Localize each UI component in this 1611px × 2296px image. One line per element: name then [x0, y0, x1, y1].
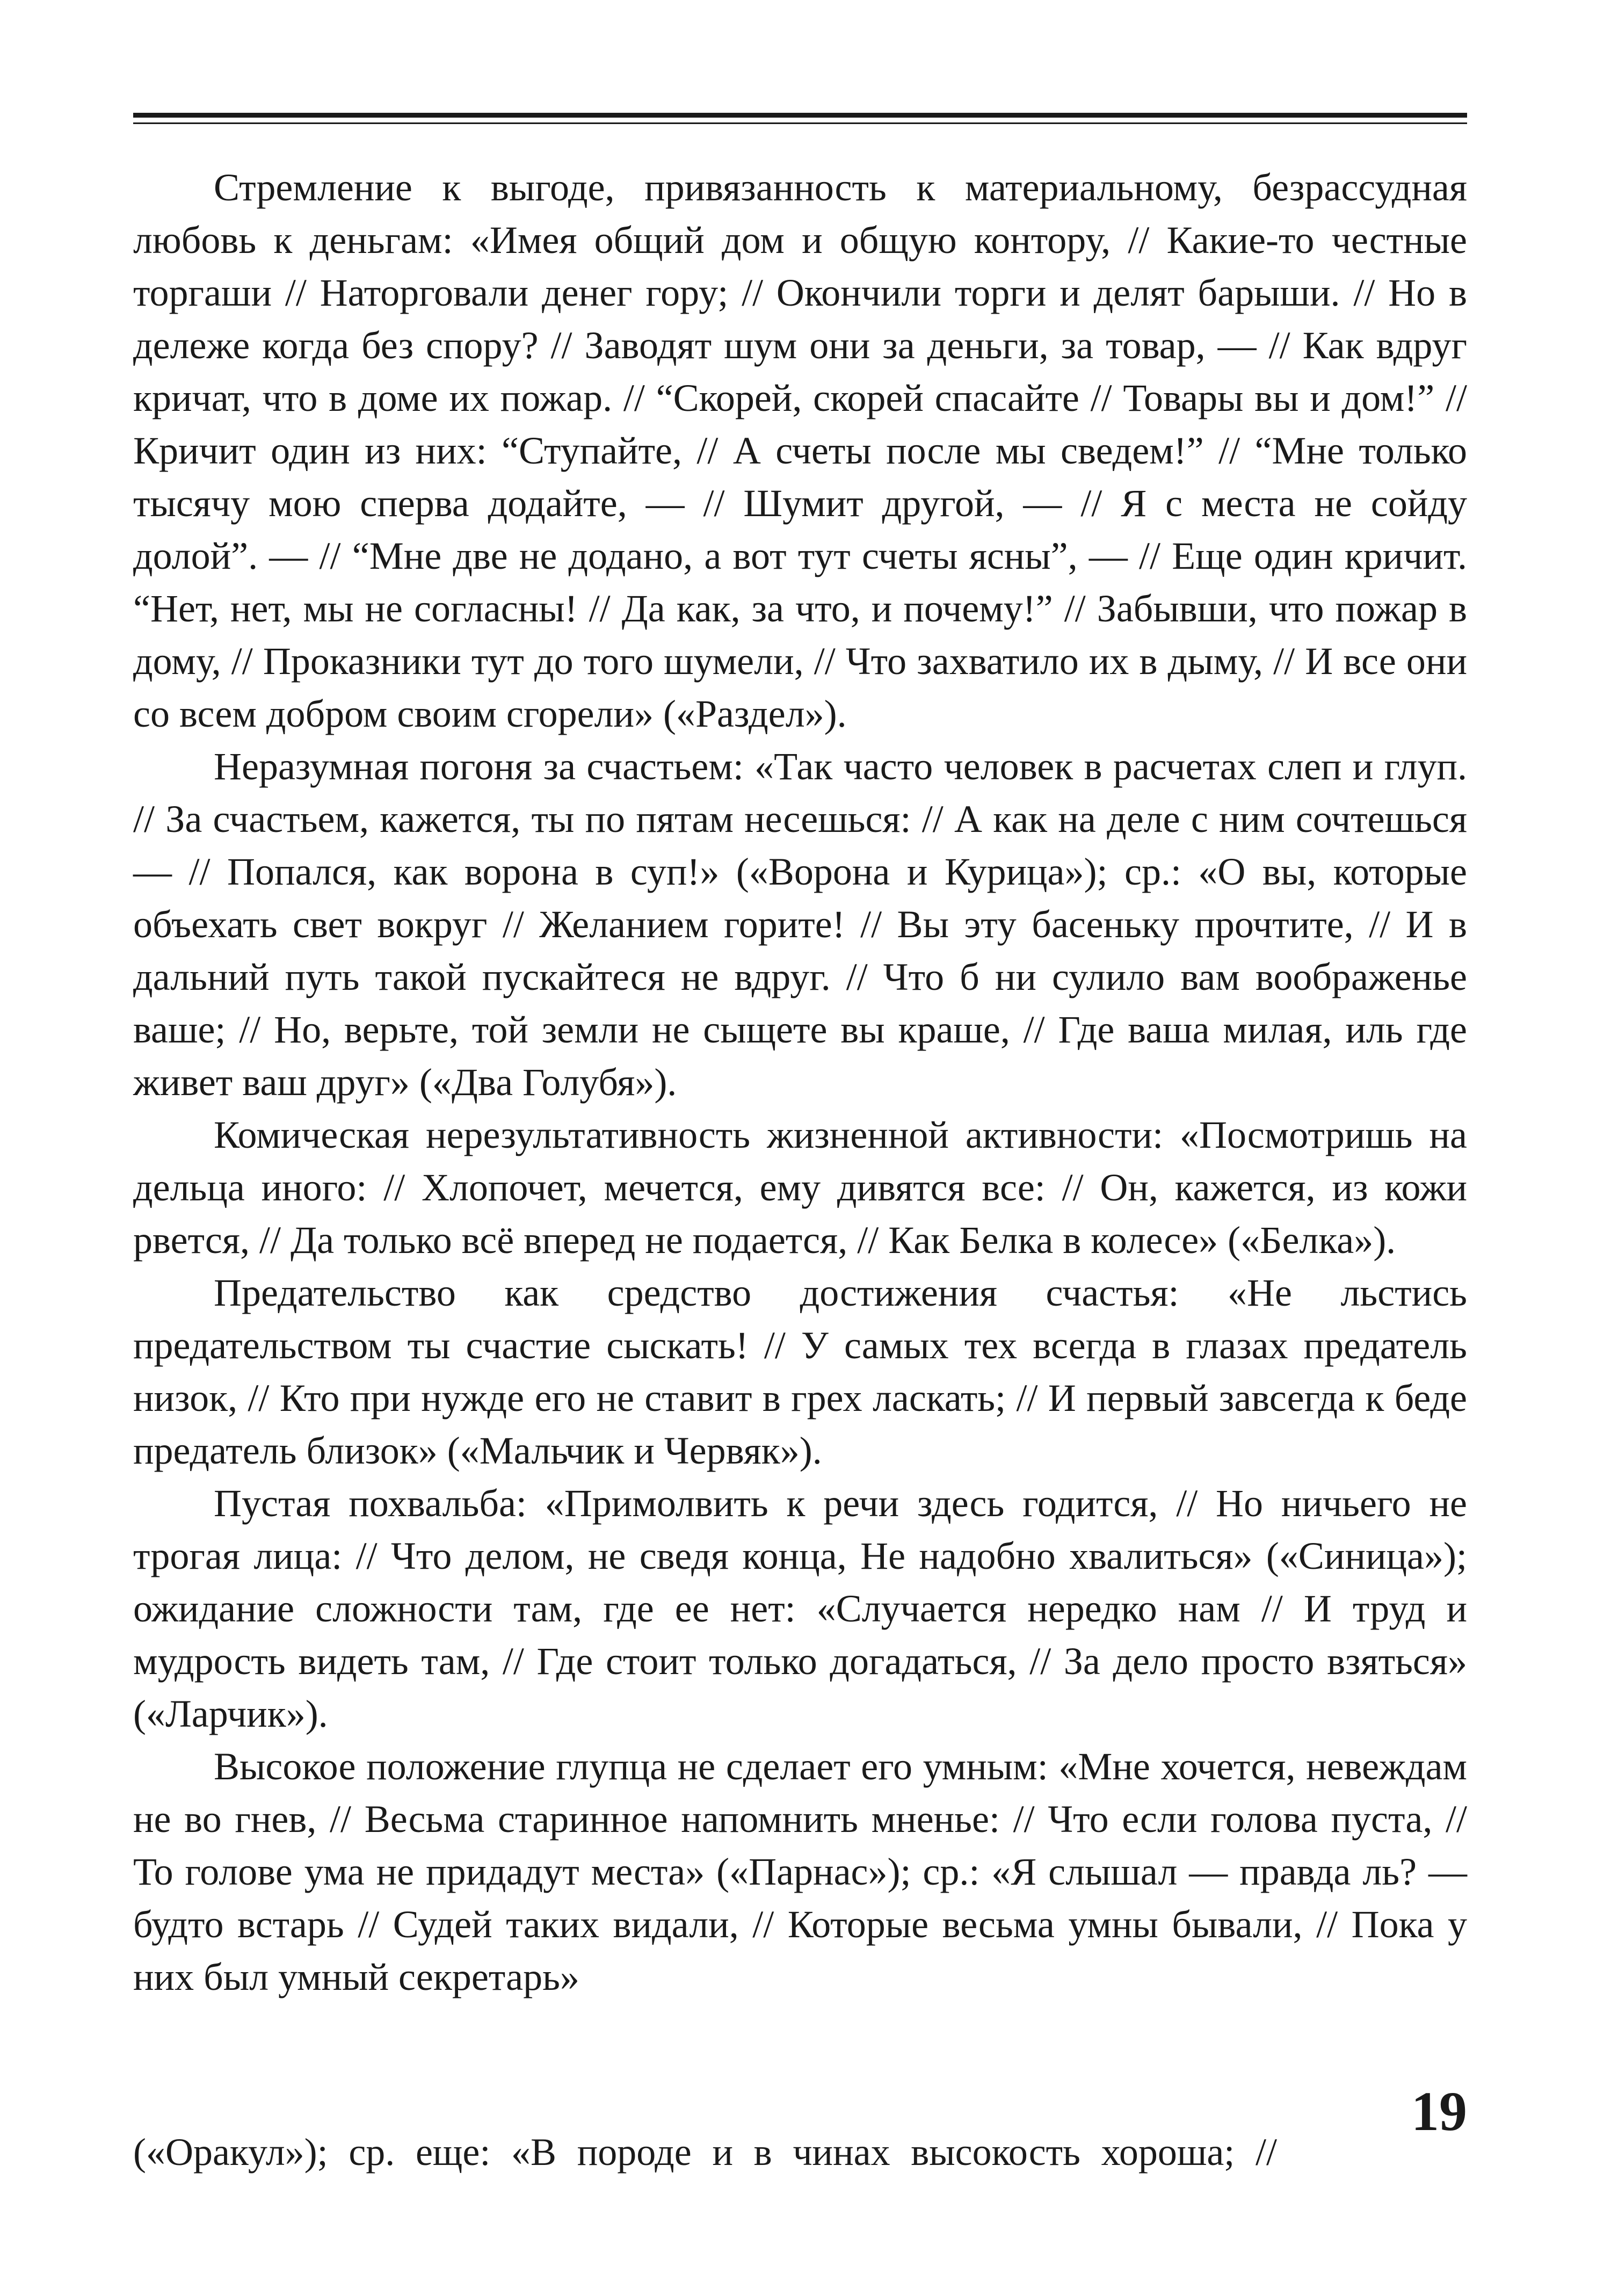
- paragraph: Комическая нерезультативность жизненной активности: «Посмотришь на дельца иного: // Хлопочет, мечется, ему дивятся все: // Он, кажется, из кожи рвется, // Да только всё вперед не подается, // Как Белка в колесе» («Белка»).: [133, 1113, 1467, 1262]
- paragraph: Пустая похвальба: «Примолвить к речи здесь годится, // Но ничьего не трогая лица: // Что делом, не сведя конца, Не надобно хвалиться» («Синица»); ожидание сложности там, где ее нет: «Случается нередко нам // И труд и мудрость видеть там, // Где стоит только догадаться, // За дело просто взяться» («Ларчик»).: [133, 1482, 1467, 1735]
- final-line: («Оракул»); ср. еще: «В породе и в чинах высокость хороша; //: [133, 2131, 1277, 2174]
- paragraph: Неразумная погоня за счастьем: «Так часто человек в расчетах слеп и глуп. // За счастьем, кажется, ты по пятам несешься: // А как на деле с ним сочтешься — // Попался, как ворона в суп!» («Ворона и Курица»); ср.: «О вы, которые объехать свет вокруг // Желанием горите! // Вы эту басеньку прочтите, // И в дальний путь такой пускайтеся не вдруг. // Что б ни сулило вам воображенье ваше; // Но, верьте, той земли не сыщете вы краше, // Где ваша милая, иль где живет ваш друг» («Два Голубя»).: [133, 745, 1467, 1104]
- paragraph: Предательство как средство достижения счастья: «Не льстись предательством ты счастие сыскать! // У самых тех всегда в глазах предатель низок, // Кто при нужде его не ставит в грех ласкать; // И первый завсегда к беде предатель близок» («Мальчик и Червяк»).: [133, 1271, 1467, 1472]
- body-text: [133, 161, 1467, 2003]
- paragraph: Стремление к выгоде, привязанность к материальному, безрассудная любовь к деньгам: «Имея общий дом и общую контору, // Какие-то честные торгаши // Наторговали денег гору; // Окончили торги и делят барыши. // Но в дележе когда без спору? // Заводят шум они за деньги, за товар, — // Как вдруг кричат, что в доме их пожар. // “Скорей, скорей спасайте // Товары вы и дом!” // Кричит один из них: “Ступайте, // А счеты после мы сведем!” // “Мне только тысячу мою сперва додайте, — // Шумит другой, — // Я с места не сойду долой”. — // “Мне две не додано, а вот тут счеты ясны”, — // Еще один кричит. “Нет, нет, мы не согласны! // Да как, за что, и почему!” // Забывши, что пожар в дому, // Проказники тут до того шумели, // Что захватило их в дыму, // И все они со всем добром своим сгорели» («Раздел»).: [133, 166, 1467, 735]
- header-rule-thick: [133, 113, 1467, 118]
- paragraph: Высокое положение глупца не сделает его умным: «Мне хочется, невеждам не во гнев, // Весьма старинное напомнить мненье: // Что если голова пуста, // То голове ума не придадут места» («Парнас»); ср.: «Я слышал — правда ль? — будто встарь // Судей таких видали, // Которые весьма умны бывали, // Пока у них был умный секретарь»: [133, 1745, 1467, 1998]
- page-number: 19: [1411, 2081, 1467, 2142]
- header-rule-thin: [133, 122, 1467, 124]
